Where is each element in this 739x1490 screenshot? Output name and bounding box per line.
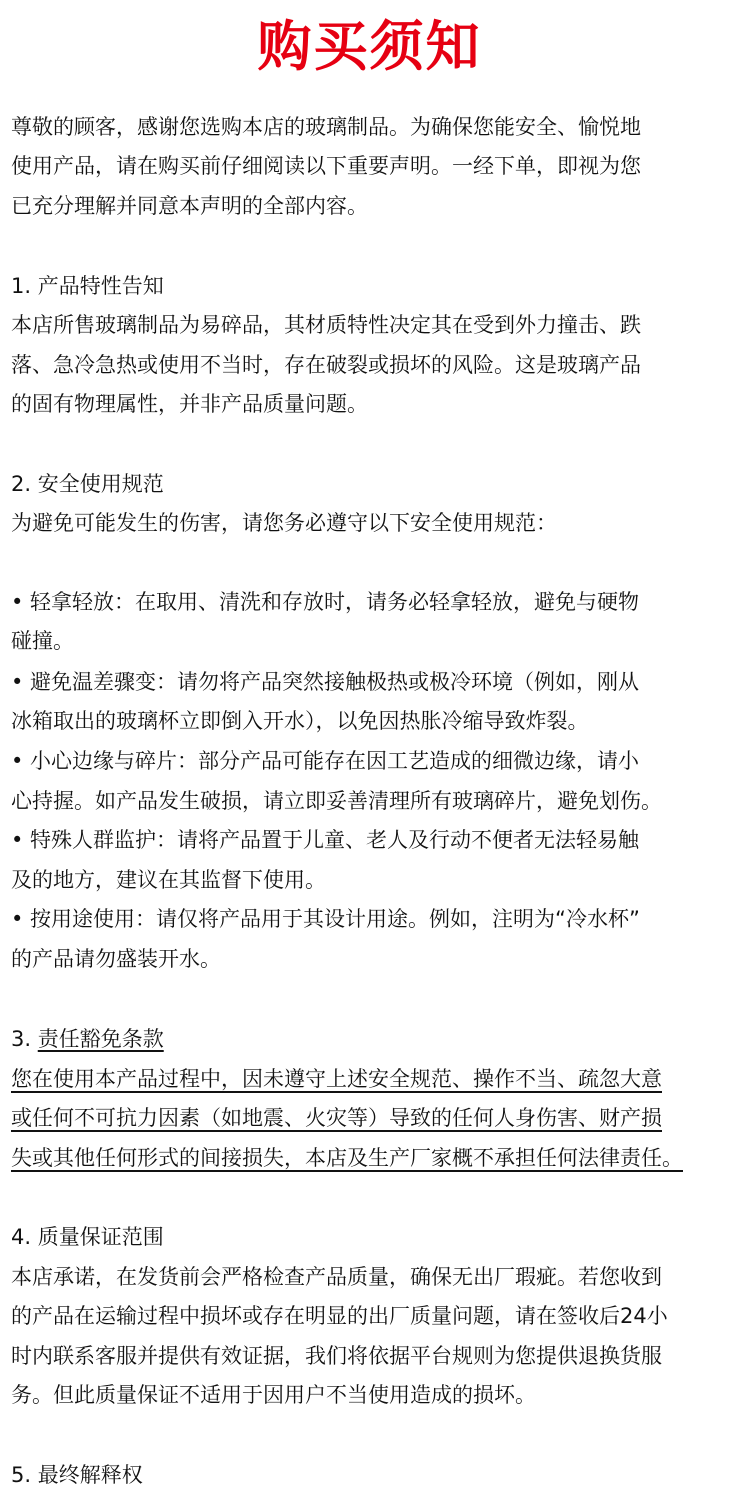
section-1-line-2: 落、急冷急热或使用不当时，存在破裂或损坏的风险。这是玻璃产品	[11, 353, 641, 377]
section-4-line-4: 务。但此质量保证不适用于因用户不当使用造成的损坏。	[11, 1383, 536, 1407]
bullet-line: • 避免温差骤变：请勿将产品突然接触极热或极冷环境（例如，刚从	[11, 670, 640, 694]
disclaimer-line-1: 您在使用本产品过程中，因未遵守上述安全规范、操作不当、疏忽大意	[11, 1067, 662, 1091]
section-2-heading: 2. 安全使用规范	[11, 472, 164, 496]
bullet-line: 心持握。如产品发生破损，请立即妥善清理所有玻璃碎片，避免划伤。	[11, 789, 662, 813]
intro-line-1: 尊敬的顾客，感谢您选购本店的玻璃制品。为确保您能安全、愉悦地	[11, 115, 641, 139]
section-3-heading	[11, 1024, 164, 1054]
bullet-line: • 小心边缘与碎片：部分产品可能存在因工艺造成的细微边缘，请小	[11, 749, 640, 773]
bullet-line: • 特殊人群监护：请将产品置于儿童、老人及行动不便者无法轻易触	[11, 828, 640, 852]
bullet-line: 的产品请勿盛装开水。	[11, 947, 221, 971]
disclaimer-line-3: 失或其他任何形式的间接损失，本店及生产厂家概不承担任何法律责任。	[11, 1146, 683, 1170]
bullet-line: • 按用途使用：请仅将产品用于其设计用途。例如，注明为“冷水杯”	[11, 907, 640, 931]
section-5-heading: 5. 最终解释权	[11, 1463, 143, 1487]
bullet-line: 冰箱取出的玻璃杯立即倒入开水），以免因热胀冷缩导致炸裂。	[11, 709, 589, 733]
section-4-line-3: 时内联系客服并提供有效证据，我们将依据平台规则为您提供退换货服	[11, 1344, 662, 1368]
disclaimer-line-2: 或任何不可抗力因素（如地震、火灾等）导致的任何人身伤害、财产损	[11, 1106, 662, 1130]
bullet-line: 及的地方，建议在其监督下使用。	[11, 868, 326, 892]
section-4-heading: 4. 质量保证范围	[11, 1225, 164, 1249]
section-1-line-1: 本店所售玻璃制品为易碎品，其材质特性决定其在受到外力撞击、跌	[11, 313, 641, 337]
section-3-title: 责任豁免条款	[37, 1027, 164, 1051]
section-1-line-3: 的固有物理属性，并非产品质量问题。	[11, 392, 368, 416]
section-4-line-1: 本店承诺，在发货前会严格检查产品质量，确保无出厂瑕疵。若您收到	[11, 1265, 662, 1289]
bullet-line: 碰撞。	[11, 629, 74, 653]
intro-line-2: 使用产品，请在购买前仔细阅读以下重要声明。一经下单，即视为您	[11, 154, 641, 178]
bullet-line: • 轻拿轻放：在取用、清洗和存放时，请务必轻拿轻放，避免与硬物	[11, 590, 640, 614]
section-3-number: 3.	[11, 1027, 32, 1051]
intro-line-3: 已充分理解并同意本声明的全部内容。	[11, 194, 368, 218]
section-2-lead: 为避免可能发生的伤害，请您务必遵守以下安全使用规范：	[11, 511, 557, 535]
section-4-line-2: 的产品在运输过程中损坏或存在明显的出厂质量问题，请在签收后24小	[11, 1304, 668, 1328]
section-1-heading: 1. 产品特性告知	[11, 274, 164, 298]
page-title: 购买须知	[257, 15, 482, 78]
